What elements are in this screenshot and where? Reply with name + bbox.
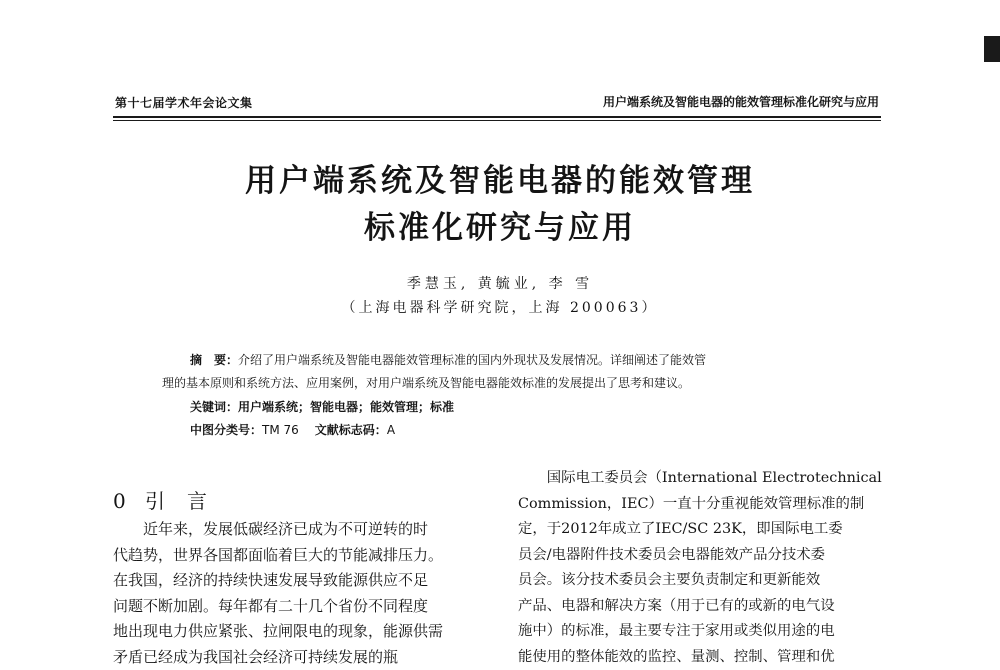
- abstract-label: 摘 要：: [190, 353, 238, 367]
- section-heading: [113, 485, 207, 514]
- right-line: 产品、电器和解决方案（用于已有的或新的电气设: [518, 594, 882, 620]
- section-title-char-2: 言: [187, 489, 207, 513]
- abstract-line-1: [190, 351, 706, 368]
- scan-edge-mark: [984, 36, 1000, 62]
- left-line: 矛盾已经成为我国社会经济可持续发展的瓶: [113, 645, 443, 670]
- right-line: 定，于2012年成立了IEC/SC 23K，即国际电工委: [518, 517, 882, 543]
- keywords: [190, 398, 454, 415]
- keywords-value: 用户端系统；智能电器；能效管理；标准: [238, 400, 454, 414]
- paper-title-line-2: 标准化研究与应用: [0, 202, 1000, 247]
- paper-title-line-1: 用户端系统及智能电器的能效管理: [0, 155, 1000, 200]
- clc-value: TM 76: [262, 423, 299, 437]
- right-line: 能使用的整体能效的监控、量测、控制、管理和优: [518, 645, 882, 670]
- right-line: 员会/电器附件技术委员会电器能效产品分技术委: [518, 543, 882, 569]
- doc-code-label: 文献标志码：: [315, 423, 387, 437]
- keywords-label: 关键词：: [190, 400, 238, 414]
- left-line: 代趋势，世界各国都面临着巨大的节能减排压力。: [113, 543, 443, 569]
- abstract-line-2: 理的基本原则和系统方法、应用案例，对用户端系统及智能电器能效标准的发展提出了思考和建议。: [162, 374, 690, 391]
- abstract-text-1: 介绍了用户端系统及智能电器能效管理标准的国内外现状及发展情况。详细阐述了能效管: [238, 353, 706, 367]
- left-line: 问题不断加剧。每年都有二十几个省份不同程度: [113, 594, 443, 620]
- running-header-right: 用户端系统及智能电器的能效管理标准化研究与应用: [533, 93, 879, 110]
- header-rule-thick: [113, 116, 881, 118]
- right-column-body: [518, 466, 882, 670]
- left-column-body: [113, 517, 443, 670]
- classification: [190, 421, 395, 438]
- left-line: 近年来，发展低碳经济已成为不可逆转的时: [113, 517, 443, 543]
- affiliation: （上海电器科学研究院，上海 200063）: [0, 297, 1000, 317]
- header-rule-thin: [113, 120, 881, 121]
- section-title-char-1: 引: [145, 489, 165, 513]
- section-number: 0: [113, 489, 145, 513]
- right-line: 员会。该分技术委员会主要负责制定和更新能效: [518, 568, 882, 594]
- author-list: 季慧玉, 黄毓业, 李 雪: [0, 273, 1000, 293]
- clc-label: 中图分类号：: [190, 423, 262, 437]
- right-line: 施中）的标准，最主要专注于家用或类似用途的电: [518, 619, 882, 645]
- left-line: 地出现电力供应紧张、拉闸限电的现象，能源供需: [113, 619, 443, 645]
- left-line: 在我国，经济的持续快速发展导致能源供应不足: [113, 568, 443, 594]
- doc-code-value: A: [387, 423, 395, 437]
- right-line: 国际电工委员会（International Electrotechnical: [518, 466, 882, 492]
- running-header-left: 第十七届学术年会论文集: [115, 94, 253, 111]
- right-line: Commission，IEC）一直十分重视能效管理标准的制: [518, 492, 882, 518]
